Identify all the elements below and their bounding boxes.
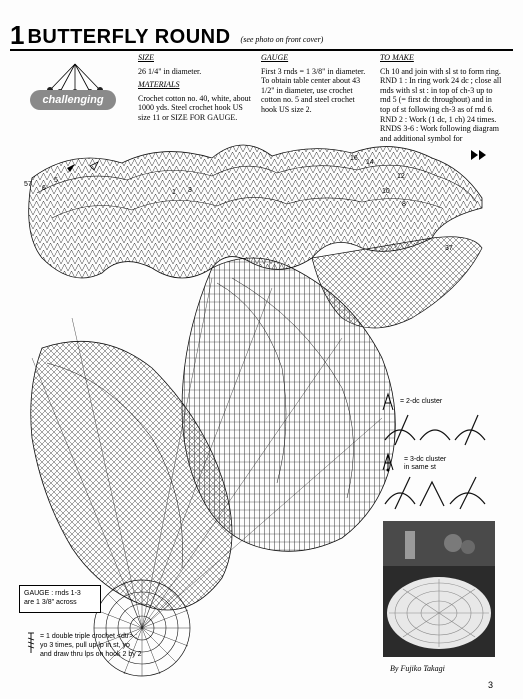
materials-text: Crochet cotton no. 40, white, about 1000 yds. Steel crochet hook US size 11 or SIZE FOR GAUGE. [138,93,251,122]
2dc-cluster-diagram-icon [380,410,495,450]
row-label: 5 [54,177,58,184]
gauge-box [19,585,101,613]
gauge-text: First 3 rnds = 1 3/8" in diameter. To obtain table center about 43 1/2" in diameter, use crochet cotton no. 5 and steel crochet hook US size 2. [261,66,366,114]
3dc-cluster-label [404,456,446,472]
pattern-note: (see photo on front cover) [240,35,324,44]
row-label: 12 [397,173,405,180]
row-label: 10 [382,188,390,195]
row-label: 14 [366,159,374,166]
3dc-cluster-diagram-icon [380,474,495,514]
size-heading: SIZE [138,53,154,62]
page-number: 3 [488,680,494,690]
row-label: 6 [42,185,46,192]
row-label: 16 [350,155,358,162]
pattern-header [10,22,323,48]
3dc-cluster-label-line1: = 3-dc cluster [404,456,447,463]
legend-line3: and draw thru lps on hook 2 by 2 [40,651,142,658]
to-make-heading: TO MAKE [380,53,414,62]
row-label: 37 [445,245,453,252]
difficulty-badge: challenging [30,90,116,110]
header-rule [10,49,513,51]
size-text: 26 1/4" in diameter. [138,66,202,76]
row-label: 3 [188,187,192,194]
legend-text [40,632,200,659]
row-label: 1 [172,189,176,196]
column-gauge [261,53,371,119]
row-label: 57 [24,181,32,188]
gauge-heading: GAUGE [261,53,289,62]
gauge-box-line2: are 1 3/8" across [24,599,77,606]
3dc-cluster-symbol-icon [381,452,395,472]
pattern-number: 1 [10,20,25,50]
2dc-cluster-symbol-icon [381,392,395,412]
row-label: 8 [402,201,406,208]
pattern-title: BUTTERFLY ROUND [27,26,231,48]
photo-credit: By Fujiko Takagi [390,664,445,673]
to-make-text: Ch 10 and join with sl st to form ring. RND 1 : In ring work 24 dc ; close all rnds with sl st : in top of ch-3 up to rnd 5 (= first dc throughout) and in top of st following ch-3 as of rnd 6. RND 2 : Work (1 dc, 1 ch) 24 times. RNDS 3-6 : Work following diagram and additional symbol for [380,66,502,143]
legend-line1: = 1 double triple crochet <dtr> : [40,633,138,640]
materials-heading: MATERIALS [138,80,180,90]
gauge-box-line1: GAUGE : rnds 1-3 [24,590,81,597]
doily-photo [383,521,495,657]
column-to-make [380,53,504,147]
dtr-symbol-icon [27,632,35,654]
legend-line2: yo 3 times, pull up lp in st, yo [40,642,130,649]
3dc-cluster-label-line2: in same st [404,464,436,471]
column-size-materials [138,53,253,127]
2dc-cluster-label: = 2-dc cluster [400,398,443,405]
